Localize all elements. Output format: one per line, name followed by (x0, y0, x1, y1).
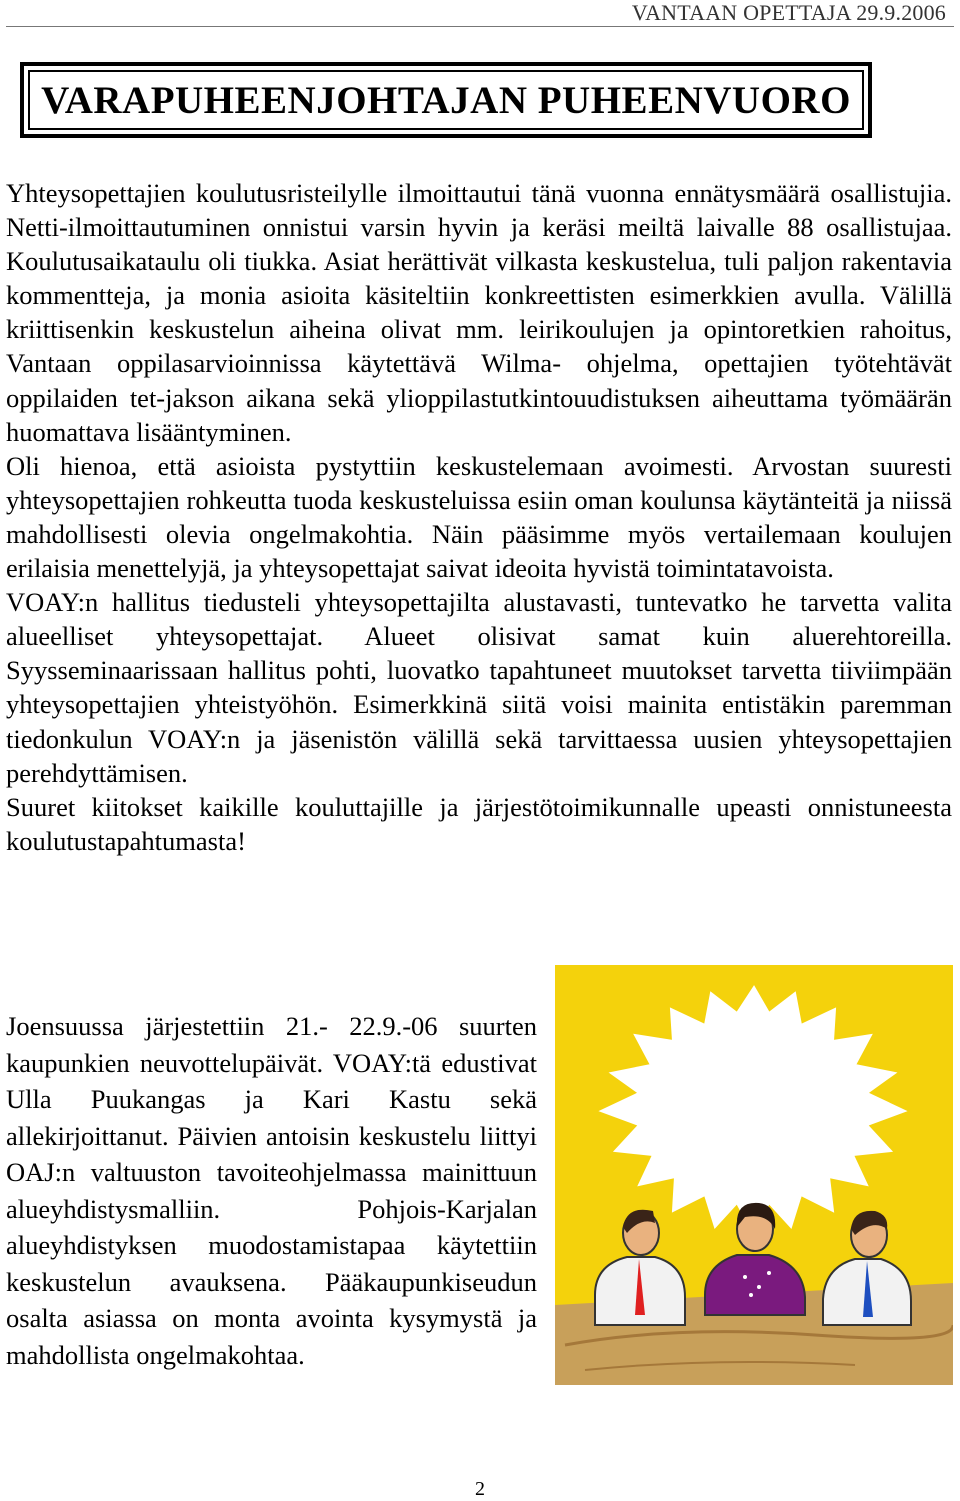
body-paragraph: VOAY:n hallitus tiedusteli yhteysopettajilta alustavasti, tuntevatko he tarvetta valita alueelliset yhteysopettajat. Alueet olisivat samat kuin aluerehtoreilla. Syysseminaarissaan hallitus pohti, luovatko tapahtuneet muutokset tarvetta tiiviimpään yhteysopettajien yhteistyöhön. Esimerkkinä siitä voisi mainita entistäkin paremman tiedonkulun VOAY:n ja jäsenistön välillä sekä tarvittaessa uusien yhteysopettajien perehdyttämisen. (6, 587, 952, 788)
body-paragraph: Yhteysopettajien koulutusristeilylle ilmoittautui tänä vuonna ennätysmäärä osallistujia. Netti-ilmoittautuminen onnistui varsin hyvin ja keräsi meiltä laivalle 88 osallistujaa. Koulutusaikataulu oli tiukka. Asiat herättivät vilkasta keskustelua, tuli paljon rakentavia kommentteja, ja monia asioita käsiteltiin konkreettisten esimerkkien avulla. Välillä kriittisenkin keskustelun aiheina olivat mm. leirikoulujen ja opintoretkien rahoitus, Vantaan oppilasarvioinnissa käytettävä Wilma- ohjelma, opettajien työtehtävät oppilaiden tet-jakson aikana sekä ylioppilastutkintouudistuksen aiheuttama työmäärän huomattava lisääntyminen. (6, 178, 952, 447)
meeting-clipart-icon (555, 965, 953, 1385)
body-paragraph: Oli hienoa, että asioista pystyttiin keskustelemaan avoimesti. Arvostan suuresti yhteysopettajien rohkeutta tuoda keskusteluissa esiin oman koulunsa käytänteitä ja niissä mahdollisesti olevia ongelmakohtia. Näin pääsimme myös vertailemaan koulujen erilaisia menettelyjä, ja yhteysopettajat saivat ideoita hyvistä toimintatavoista. (6, 450, 952, 584)
side-column-text (6, 1008, 537, 1373)
article-title: VARAPUHEENJOHTAJAN PUHEENVUORO (41, 78, 851, 122)
running-head: VANTAAN OPETTAJA 29.9.2006 (631, 0, 946, 25)
body-paragraph: Suuret kiitokset kaikille kouluttajille ja järjestötoimikunnalle upeasti onnistuneesta koulutustapahtumasta! (6, 791, 952, 856)
header-rule (6, 26, 954, 27)
article-body (6, 176, 952, 858)
side-paragraph: Joensuussa järjestettiin 21.- 22.9.-06 suurten kaupunkien neuvottelupäivät. VOAY:tä edustivat Ulla Puukangas ja Kari Kastu sekä allekirjoittanut. Päivien antoisin keskustelu liittyi OAJ:n valtuuston tavoiteohjelmassa mainittuun alueyhdistysmalliin. Pohjois-Karjalan alueyhdistyksen muodostamistapaa käytettiin keskustelun avauksena. Pääkaupunkiseudun osalta asiassa on monta avointa kysymystä ja mahdollista ongelmakohtaa. (6, 1011, 537, 1370)
article-title-inner-frame (28, 70, 864, 130)
article-title-box (20, 62, 872, 138)
page-number: 2 (475, 1478, 485, 1500)
